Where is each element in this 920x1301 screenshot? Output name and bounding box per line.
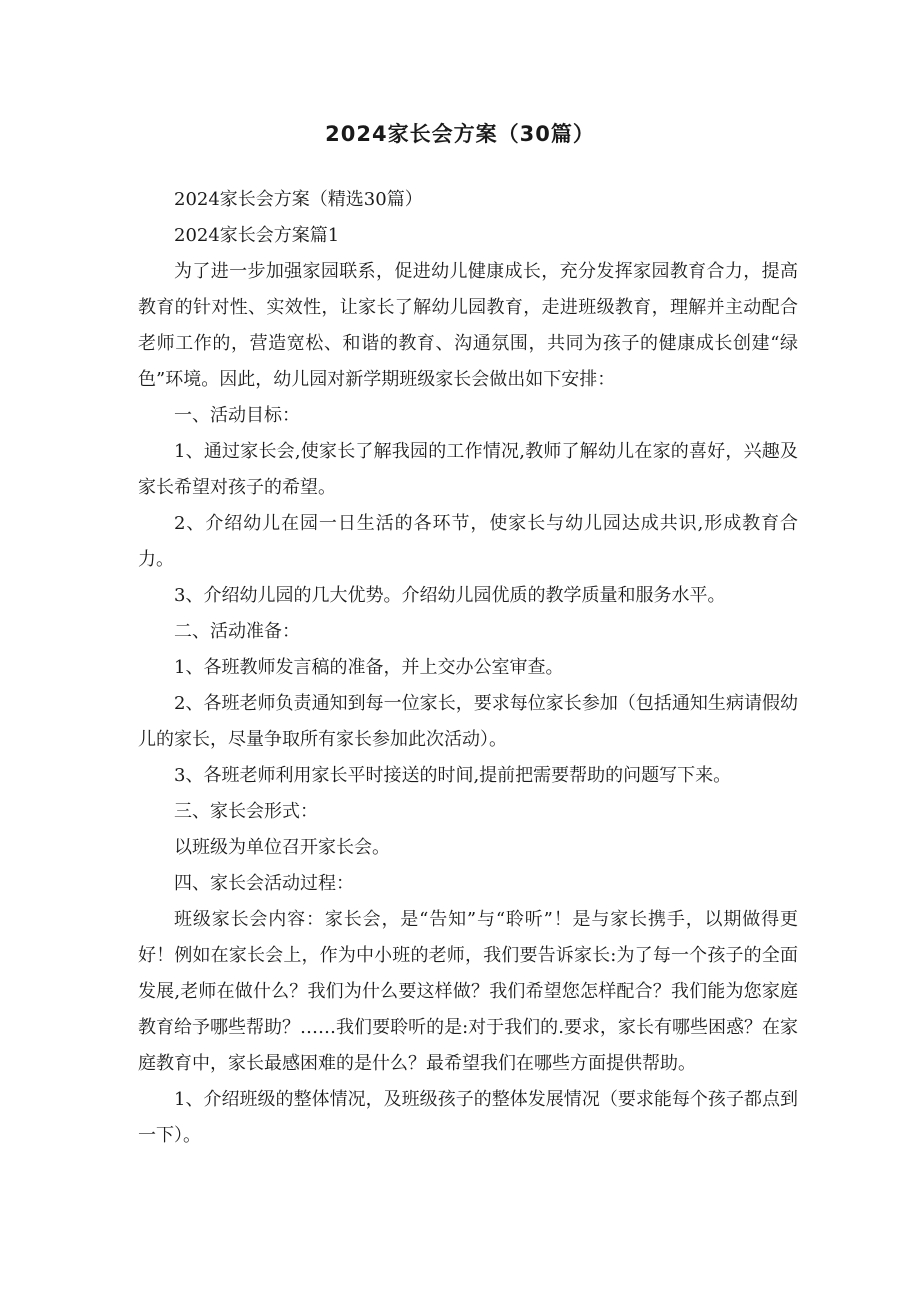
intro-paragraph: 为了进一步加强家园联系，促进幼儿健康成长，充分发挥家园教育合力，提高教育的针对性、实效性，让家长了解幼儿园教育，走进班级教育，理解并主动配合老师工作的，营造宽松、和谐的教育、沟通氛围，共同为孩子的健康成长创建“绿色”环境。因此，幼儿园对新学期班级家长会做出如下安排： <box>138 261 798 390</box>
goal-item-2: 2、介绍幼儿在园一日生活的各环节，使家长与幼儿园达成共识,形成教育合力。 <box>138 513 798 570</box>
process-paragraph: 班级家长会内容：家长会，是“告知”与“聆听”！是与家长携手，以期做得更好！例如在家长会上，作为中小班的老师，我们要告诉家长:为了每一个孩子的全面发展,老师在做什么？我们为什么要这样做？我们希望您怎样配合？我们能为您家庭教育给予哪些帮助？……我们要聆听的是:对于我们的.要求，家长有哪些困惑？在家庭教育中，家长最感困难的是什么？最希望我们在哪些方面提供帮助。 <box>138 909 798 1074</box>
format-heading: 三、家长会形式： <box>174 801 318 822</box>
document-title: 2024家长会方案（30篇） <box>325 122 595 146</box>
subtitle-paragraph: 2024家长会方案（精选30篇） <box>174 189 423 210</box>
goal-item-1: 1、通过家长会,使家长了解我园的工作情况,教师了解幼儿在家的喜好，兴趣及家长希望对孩子的希望。 <box>138 441 798 498</box>
preparation-item-3: 3、各班老师利用家长平时接送的时间,提前把需要帮助的问题写下来。 <box>174 765 732 786</box>
goals-heading: 一、活动目标： <box>174 405 300 426</box>
document-body <box>138 182 798 1154</box>
goal-item-3: 3、介绍幼儿园的几大优势。介绍幼儿园优质的教学质量和服务水平。 <box>174 585 726 606</box>
section-heading: 2024家长会方案篇1 <box>174 225 340 246</box>
process-item-1: 1、介绍班级的整体情况，及班级孩子的整体发展情况（要求能每个孩子都点到一下）。 <box>138 1089 798 1146</box>
preparation-item-2: 2、各班老师负责通知到每一位家长，要求每位家长参加（包括通知生病请假幼儿的家长，尽量争取所有家长参加此次活动）。 <box>138 693 798 750</box>
preparation-heading: 二、活动准备： <box>174 621 300 642</box>
format-paragraph: 以班级为单位召开家长会。 <box>174 837 390 858</box>
preparation-item-1: 1、各班教师发言稿的准备，并上交办公室审查。 <box>174 657 564 678</box>
process-heading: 四、家长会活动过程： <box>174 873 354 894</box>
